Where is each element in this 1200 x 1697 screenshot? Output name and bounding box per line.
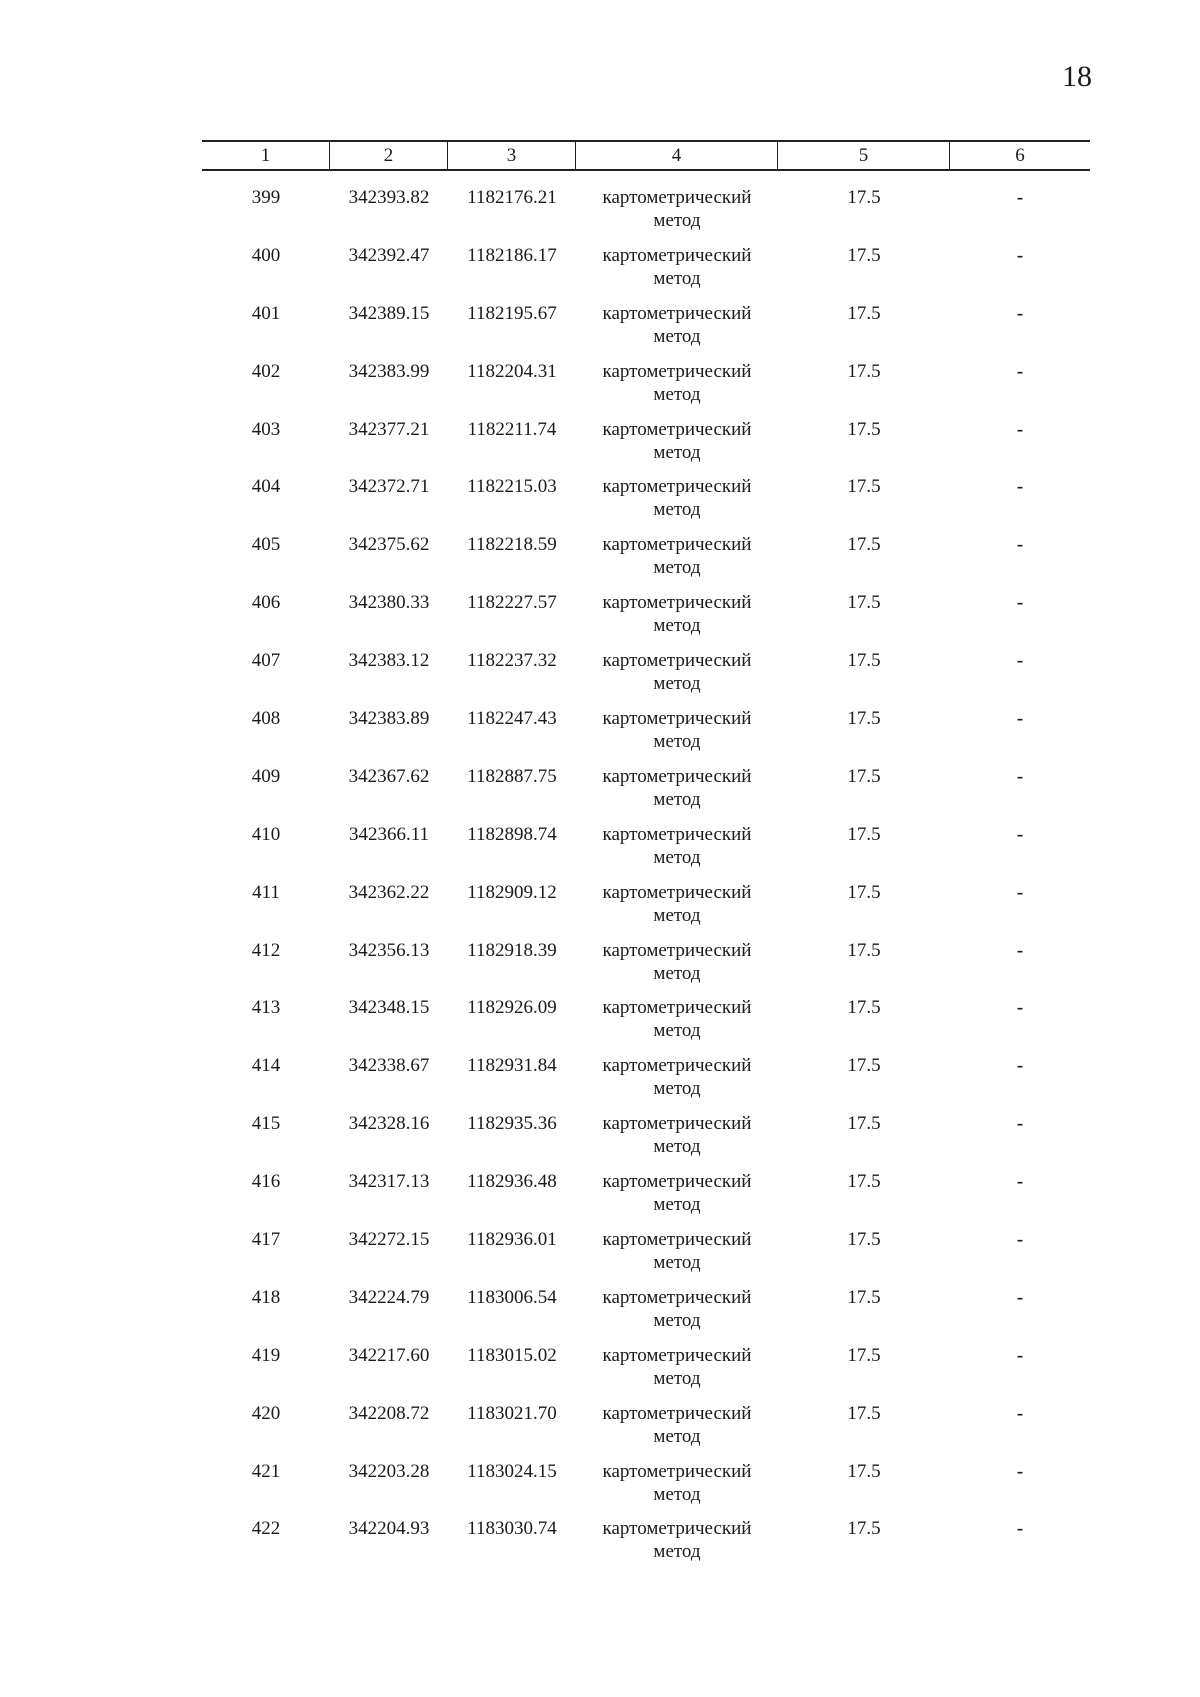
table-row	[202, 1170, 1090, 1228]
y-coordinate-cell: 1182926.09	[467, 997, 557, 1019]
method-line-1: картометрический	[602, 650, 752, 672]
note-cell: -	[1016, 881, 1024, 903]
table-row	[202, 996, 1090, 1054]
method-line-2: метод	[653, 499, 701, 521]
accuracy-cell: 17.5	[847, 418, 881, 440]
point-number-cell: 399	[251, 187, 281, 208]
accuracy-cell: 17.5	[847, 534, 881, 556]
table-row	[202, 1112, 1090, 1170]
x-coordinate-cell: 342338.67	[348, 1055, 430, 1077]
x-coordinate-cell: 342383.89	[348, 708, 430, 730]
header-col-3: 3	[448, 142, 576, 169]
x-coordinate-cell: 342393.82	[348, 187, 430, 208]
method-line-1: картометрический	[602, 1460, 752, 1482]
method-cell	[576, 186, 778, 244]
table-row	[202, 533, 1090, 591]
table-header-row	[202, 140, 1090, 171]
y-coordinate-cell: 1183006.54	[467, 1286, 557, 1308]
header-col-4: 4	[576, 142, 778, 169]
accuracy-cell: 17.5	[847, 1344, 881, 1366]
note-cell: -	[1016, 997, 1024, 1019]
y-coordinate-cell: 1182237.32	[467, 650, 557, 672]
point-number-cell: 412	[251, 939, 281, 961]
method-line-2: метод	[653, 1078, 701, 1100]
method-cell	[576, 1228, 778, 1286]
y-coordinate-cell: 1182215.03	[467, 476, 557, 498]
point-number-cell: 403	[251, 418, 281, 440]
table-row	[202, 302, 1090, 360]
x-coordinate-cell: 342366.11	[348, 823, 430, 845]
note-cell: -	[1016, 1286, 1024, 1308]
y-coordinate-cell: 1182218.59	[467, 534, 557, 556]
table-row	[202, 475, 1090, 533]
accuracy-cell: 17.5	[847, 302, 881, 324]
method-line-2: метод	[653, 1367, 701, 1389]
method-line-1: картометрический	[602, 592, 752, 614]
note-cell: -	[1016, 187, 1024, 208]
x-coordinate-cell: 342380.33	[348, 592, 430, 614]
point-number-cell: 402	[251, 360, 281, 382]
note-cell: -	[1016, 1113, 1024, 1135]
point-number-cell: 409	[251, 765, 281, 787]
accuracy-cell: 17.5	[847, 823, 881, 845]
y-coordinate-cell: 1182887.75	[467, 765, 557, 787]
accuracy-cell: 17.5	[847, 1055, 881, 1077]
point-number-cell: 420	[251, 1402, 281, 1424]
y-coordinate-cell: 1182186.17	[467, 244, 557, 266]
method-line-1: картометрический	[602, 187, 752, 208]
table-row	[202, 1344, 1090, 1402]
table-row	[202, 1402, 1090, 1460]
method-line-1: картометрический	[602, 997, 752, 1019]
accuracy-cell: 17.5	[847, 765, 881, 787]
x-coordinate-cell: 342356.13	[348, 939, 430, 961]
accuracy-cell: 17.5	[847, 708, 881, 730]
point-number-cell: 407	[251, 650, 281, 672]
method-line-2: метод	[653, 904, 701, 926]
x-coordinate-cell: 342208.72	[348, 1402, 430, 1424]
point-number-cell: 421	[251, 1460, 281, 1482]
x-coordinate-cell: 342272.15	[348, 1229, 430, 1251]
y-coordinate-cell: 1182935.36	[467, 1113, 557, 1135]
note-cell: -	[1016, 302, 1024, 324]
method-cell	[576, 244, 778, 302]
method-line-1: картометрический	[602, 708, 752, 730]
method-line-2: метод	[653, 441, 701, 463]
accuracy-cell: 17.5	[847, 1402, 881, 1424]
x-coordinate-cell: 342203.28	[348, 1460, 430, 1482]
table-row	[202, 1228, 1090, 1286]
note-cell: -	[1016, 1229, 1024, 1251]
y-coordinate-cell: 1182909.12	[467, 881, 557, 903]
method-line-1: картометрический	[602, 881, 752, 903]
accuracy-cell: 17.5	[847, 1229, 881, 1251]
method-cell	[576, 649, 778, 707]
table-row	[202, 360, 1090, 418]
accuracy-cell: 17.5	[847, 1460, 881, 1482]
table-row	[202, 649, 1090, 707]
header-col-2: 2	[330, 142, 448, 169]
method-line-1: картометрический	[602, 418, 752, 440]
y-coordinate-cell: 1182211.74	[467, 418, 557, 440]
accuracy-cell: 17.5	[847, 997, 881, 1019]
method-line-1: картометрический	[602, 1344, 752, 1366]
table-row	[202, 591, 1090, 649]
x-coordinate-cell: 342383.99	[348, 360, 430, 382]
table-row	[202, 1460, 1090, 1518]
table-row	[202, 244, 1090, 302]
note-cell: -	[1016, 418, 1024, 440]
table-row	[202, 1517, 1090, 1575]
method-line-1: картометрический	[602, 1171, 752, 1193]
method-cell	[576, 360, 778, 418]
table-row	[202, 881, 1090, 939]
x-coordinate-cell: 342392.47	[348, 244, 430, 266]
y-coordinate-cell: 1182898.74	[467, 823, 557, 845]
method-line-2: метод	[653, 383, 701, 405]
y-coordinate-cell: 1183015.02	[467, 1344, 557, 1366]
y-coordinate-cell: 1182227.57	[467, 592, 557, 614]
method-line-2: метод	[653, 673, 701, 695]
method-line-1: картометрический	[602, 765, 752, 787]
note-cell: -	[1016, 650, 1024, 672]
y-coordinate-cell: 1182247.43	[467, 708, 557, 730]
note-cell: -	[1016, 1171, 1024, 1193]
point-number-cell: 410	[251, 823, 281, 845]
note-cell: -	[1016, 1460, 1024, 1482]
x-coordinate-cell: 342224.79	[348, 1286, 430, 1308]
table-row	[202, 186, 1090, 244]
accuracy-cell: 17.5	[847, 476, 881, 498]
method-line-1: картометрический	[602, 823, 752, 845]
accuracy-cell: 17.5	[847, 1518, 881, 1540]
y-coordinate-cell: 1182195.67	[467, 302, 557, 324]
point-number-cell: 404	[251, 476, 281, 498]
x-coordinate-cell: 342204.93	[348, 1518, 430, 1540]
note-cell: -	[1016, 708, 1024, 730]
note-cell: -	[1016, 1518, 1024, 1540]
note-cell: -	[1016, 592, 1024, 614]
point-number-cell: 413	[251, 997, 281, 1019]
table-row	[202, 1286, 1090, 1344]
method-cell	[576, 1344, 778, 1402]
point-number-cell: 417	[251, 1229, 281, 1251]
method-line-2: метод	[653, 1194, 701, 1216]
accuracy-cell: 17.5	[847, 360, 881, 382]
note-cell: -	[1016, 823, 1024, 845]
method-line-2: метод	[653, 788, 701, 810]
method-line-1: картометрический	[602, 1518, 752, 1540]
method-line-2: метод	[653, 1425, 701, 1447]
method-line-2: метод	[653, 1483, 701, 1505]
page-number: 18	[1062, 60, 1092, 93]
method-cell	[576, 996, 778, 1054]
y-coordinate-cell: 1182176.21	[467, 187, 557, 208]
method-line-1: картометрический	[602, 244, 752, 266]
method-cell	[576, 881, 778, 939]
table-row	[202, 418, 1090, 476]
method-line-2: метод	[653, 1136, 701, 1158]
point-number-cell: 414	[251, 1055, 281, 1077]
y-coordinate-cell: 1182931.84	[467, 1055, 557, 1077]
method-cell	[576, 823, 778, 881]
method-line-2: метод	[653, 962, 701, 984]
note-cell: -	[1016, 360, 1024, 382]
method-line-2: метод	[653, 731, 701, 753]
method-line-1: картометрический	[602, 476, 752, 498]
header-col-5: 5	[778, 142, 950, 169]
x-coordinate-cell: 342217.60	[348, 1344, 430, 1366]
y-coordinate-cell: 1182936.01	[467, 1229, 557, 1251]
method-line-2: метод	[653, 846, 701, 868]
accuracy-cell: 17.5	[847, 650, 881, 672]
x-coordinate-cell: 342362.22	[348, 881, 430, 903]
method-cell	[576, 302, 778, 360]
coordinates-table	[202, 140, 1090, 1563]
note-cell: -	[1016, 939, 1024, 961]
table-body	[202, 186, 1090, 1575]
table-row	[202, 939, 1090, 997]
method-cell	[576, 1286, 778, 1344]
x-coordinate-cell: 342348.15	[348, 997, 430, 1019]
point-number-cell: 411	[252, 881, 280, 903]
y-coordinate-cell: 1183021.70	[467, 1402, 557, 1424]
y-coordinate-cell: 1182936.48	[467, 1171, 557, 1193]
method-line-1: картометрический	[602, 1229, 752, 1251]
y-coordinate-cell: 1182918.39	[467, 939, 557, 961]
note-cell: -	[1016, 476, 1024, 498]
table-row	[202, 707, 1090, 765]
method-line-1: картометрический	[602, 1113, 752, 1135]
method-cell	[576, 1170, 778, 1228]
method-cell	[576, 418, 778, 476]
point-number-cell: 416	[251, 1171, 281, 1193]
note-cell: -	[1016, 1055, 1024, 1077]
x-coordinate-cell: 342367.62	[348, 765, 430, 787]
method-line-1: картометрический	[602, 1055, 752, 1077]
header-col-6: 6	[1015, 145, 1025, 166]
y-coordinate-cell: 1183030.74	[467, 1518, 557, 1540]
method-line-1: картометрический	[602, 302, 752, 324]
method-line-2: метод	[653, 557, 701, 579]
method-line-2: метод	[653, 1309, 701, 1331]
point-number-cell: 406	[251, 592, 281, 614]
x-coordinate-cell: 342389.15	[348, 302, 430, 324]
method-line-2: метод	[653, 1020, 701, 1042]
x-coordinate-cell: 342375.62	[348, 534, 430, 556]
method-line-2: метод	[653, 1541, 701, 1563]
method-cell	[576, 1517, 778, 1575]
x-coordinate-cell: 342377.21	[348, 418, 430, 440]
method-cell	[576, 533, 778, 591]
point-number-cell: 418	[251, 1286, 281, 1308]
note-cell: -	[1016, 1344, 1024, 1366]
method-cell	[576, 1460, 778, 1518]
accuracy-cell: 17.5	[847, 1286, 881, 1308]
table-row	[202, 823, 1090, 881]
method-cell	[576, 475, 778, 533]
method-line-1: картометрический	[602, 534, 752, 556]
accuracy-cell: 17.5	[847, 881, 881, 903]
note-cell: -	[1016, 765, 1024, 787]
accuracy-cell: 17.5	[847, 1113, 881, 1135]
point-number-cell: 400	[251, 244, 281, 266]
x-coordinate-cell: 342317.13	[348, 1171, 430, 1193]
accuracy-cell: 17.5	[847, 244, 881, 266]
method-cell	[576, 591, 778, 649]
y-coordinate-cell: 1182204.31	[467, 360, 557, 382]
note-cell: -	[1016, 534, 1024, 556]
method-line-2: метод	[653, 325, 701, 347]
method-line-2: метод	[653, 615, 701, 637]
point-number-cell: 408	[251, 708, 281, 730]
point-number-cell: 419	[251, 1344, 281, 1366]
point-number-cell: 422	[251, 1518, 281, 1540]
point-number-cell: 401	[251, 302, 281, 324]
method-line-2: метод	[653, 1252, 701, 1274]
method-line-1: картометрический	[602, 1286, 752, 1308]
note-cell: -	[1016, 1402, 1024, 1424]
point-number-cell: 405	[251, 534, 281, 556]
method-cell	[576, 939, 778, 997]
method-line-2: метод	[653, 267, 701, 289]
accuracy-cell: 17.5	[847, 187, 881, 208]
y-coordinate-cell: 1183024.15	[467, 1460, 557, 1482]
table-row	[202, 765, 1090, 823]
method-line-1: картометрический	[602, 939, 752, 961]
method-cell	[576, 707, 778, 765]
point-number-cell: 415	[251, 1113, 281, 1135]
method-cell	[576, 765, 778, 823]
header-col-1: 1	[202, 142, 330, 169]
accuracy-cell: 17.5	[847, 939, 881, 961]
method-cell	[576, 1112, 778, 1170]
note-cell: -	[1016, 244, 1024, 266]
table-row	[202, 1054, 1090, 1112]
x-coordinate-cell: 342372.71	[348, 476, 430, 498]
accuracy-cell: 17.5	[847, 592, 881, 614]
x-coordinate-cell: 342383.12	[348, 650, 430, 672]
method-line-1: картометрический	[602, 1402, 752, 1424]
method-cell	[576, 1402, 778, 1460]
method-line-1: картометрический	[602, 360, 752, 382]
method-line-2: метод	[653, 210, 701, 231]
x-coordinate-cell: 342328.16	[348, 1113, 430, 1135]
accuracy-cell: 17.5	[847, 1171, 881, 1193]
method-cell	[576, 1054, 778, 1112]
